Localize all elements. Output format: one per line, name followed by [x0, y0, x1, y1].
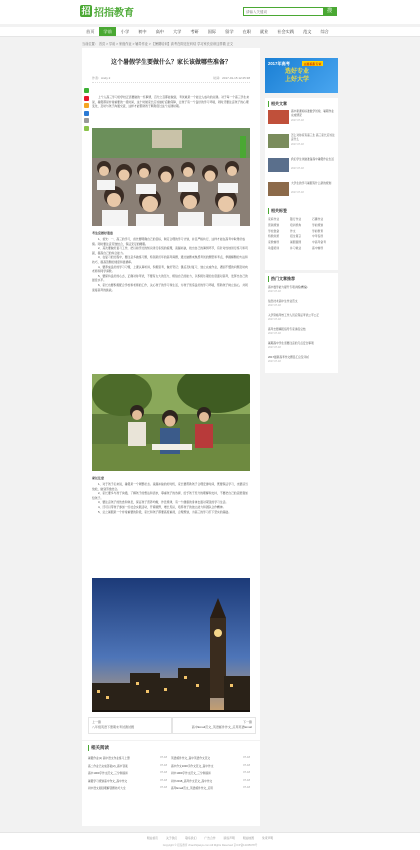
related-tags-box: [265, 205, 338, 270]
article: [82, 48, 260, 738]
nav-item[interactable]: 小学: [120, 29, 130, 34]
nav-item[interactable]: 留学: [225, 29, 234, 34]
related-article-item[interactable]: [268, 110, 335, 125]
recommended-title: 暑期高中学生需要注意的几点安全事项: [268, 342, 314, 345]
related-item-title: 高中1000字作文范文_三分钟演讲: [88, 772, 128, 775]
related-article-title: 怎么对待家有高三生 高三家长应该注意什么: [291, 134, 335, 141]
footer-link[interactable]: 版权声明: [223, 836, 235, 840]
intro-paragraph: 上个人高三学习的学校正需要做的一些事情，百分之百都能做到，考试就是一个能让人成功的关键。对于每一个高三学生来说，暑假都是非常重要的一段时间，这个时候家长应该做好后勤保障，让孩子有一个良好的学习环境，同时还要注意孩子的心理变化，及时与孩子沟通交流，这样才能帮助孩子顺利度过这个关键时期。: [92, 95, 250, 109]
related-article-item[interactable]: [268, 182, 335, 197]
article-date: 时间：2017-01-15 12:25:38: [213, 76, 250, 80]
weibo-share-icon[interactable]: [84, 96, 89, 101]
tag-link[interactable]: 学前规划: [312, 222, 324, 227]
qzone-share-icon[interactable]: [84, 103, 89, 108]
tag-link[interactable]: 暑假提纲: [290, 240, 302, 245]
article-thumbnail: [268, 158, 289, 172]
related-article-date: 2017-07-18: [291, 167, 304, 170]
recommended-title: 热门文章推荐: [268, 276, 295, 282]
tag-link[interactable]: 招生简章: [290, 234, 302, 239]
logo-text: 招指教育: [94, 7, 134, 19]
related-item[interactable]: [171, 756, 254, 760]
related-reading: [82, 741, 260, 826]
students-exam-image: [92, 128, 250, 226]
tag-link[interactable]: 学前教育: [312, 228, 324, 233]
tag-link[interactable]: 营销规划: [268, 222, 280, 227]
prev-next-nav: [82, 712, 260, 740]
related-article-title: 高中新课标标准数学试卷，暑期作业完成情况: [291, 110, 334, 117]
related-item[interactable]: [88, 764, 171, 768]
nav-item[interactable]: 首页: [86, 29, 95, 34]
recommended-item[interactable]: [268, 355, 335, 363]
related-article-title: 大学生的学习暑假有什么新的规划: [291, 182, 332, 185]
related-item-title: 高考Email范文_英语邮件作文_应用: [171, 787, 213, 790]
related-article-date: 2017-07-18: [291, 191, 304, 194]
nav-item[interactable]: 高中: [155, 29, 164, 34]
related-item[interactable]: [88, 756, 171, 760]
article-paragraph: 4、要养成良好的学习习惯，上课认真听讲，积极思考，做好笔记；课后及时复习，独立完成作业，遇到不懂的问题及时向老师和同学请教。: [92, 264, 248, 274]
related-item-title: 初中2018_高考作文范文_高中作文: [171, 779, 213, 783]
footer-link[interactable]: 网站首页: [146, 836, 158, 840]
recommended-title: 高中数学能力提升专项训练(精编): [268, 286, 308, 289]
article-meta: [92, 76, 250, 83]
footer-link[interactable]: 广告合作: [204, 836, 216, 840]
footer-link[interactable]: 联系我们: [185, 836, 197, 840]
tag-link[interactable]: 家教辅导: [268, 240, 280, 245]
related-article-title: 我们学生该做准备高中暑假作业生活: [291, 158, 334, 161]
footer: [0, 832, 420, 850]
recommended-title: 高考志愿填报指导专家讲座总结: [268, 328, 306, 331]
footer-link[interactable]: 网站地图: [242, 836, 254, 840]
nav-item[interactable]: 综合: [320, 29, 329, 34]
recommended-date: 2017-07-18: [268, 332, 281, 335]
article-paragraph: 6、家长也要积极配合学校和老师的工作，关心孩子的学习和生活，为孩子创造良好的学习环境，帮助孩子树立信心，共同迎接高考的挑战。: [92, 282, 248, 292]
related-item-title: 英语邮件作文_高中英语作文范文: [171, 757, 211, 760]
article-paragraph: 1、首先：一、高三的学习，首先要明确自己的目标，制定合理的学习计划，并且严格执行，这样才能在高考中取得好成绩。同时要注意劳逸结合，保证充足的睡眠。: [92, 237, 245, 246]
more-share-icon[interactable]: [84, 118, 89, 123]
recommended-title: 入学资格考核工作人员应保证考试公平公正: [268, 314, 320, 317]
logo-icon: 招: [81, 6, 91, 16]
nav-item[interactable]: 范文: [303, 29, 312, 34]
related-item-title: 暑假学习规划高中作文_高中作文: [88, 779, 128, 783]
section1-body: [92, 237, 250, 292]
related-item-date: 07-18: [160, 771, 167, 774]
article-paragraph: 3、在复习的过程中，要注意多做练习题，特别是历年的高考真题，通过做题来熟悉考试的题型和考点，掌握解题的方法和技巧，提高答题的速度和准确率。: [92, 255, 248, 264]
tag-link[interactable]: 家庭作业: [268, 217, 280, 221]
plus-share-icon[interactable]: [84, 126, 89, 131]
article-thumbnail: [268, 110, 289, 124]
article-paragraph: 4、还可以带孩子参加一些社会实践活动，开阔视野，增长见识，培养孩子的独立能力和团队合作精神。: [98, 504, 226, 509]
article-paragraph: 5、要保持良好的心态，正确对待考试，不要有太大的压力，相信自己的能力，以积极乐观的态度面对高考，发挥出自己的最佳水平。: [92, 273, 248, 283]
header: [0, 0, 420, 24]
nav-item[interactable]: 学前: [99, 27, 115, 36]
article-paragraph: 5、总之暑假是一个非常重要的阶段，家长和孩子都要高度重视，合理规划，为高三的学习打下坚实的基础。: [98, 509, 232, 514]
recommended-box: [265, 273, 338, 373]
related-item[interactable]: [171, 779, 254, 783]
related-item-date: 07-18: [243, 763, 250, 767]
related-item[interactable]: [171, 786, 254, 790]
recommended-item[interactable]: [268, 327, 335, 335]
article-author: 作者：Andy 2: [92, 76, 111, 80]
recommended-date: 2017-07-18: [268, 304, 281, 307]
related-article-date: 2017-07-18: [291, 143, 304, 146]
nav-item[interactable]: 就业: [259, 29, 269, 34]
prev-title: 八年级英语下册期末考试测试题: [92, 724, 135, 729]
related-title: 相关阅读: [88, 745, 109, 751]
recommended-item[interactable]: [268, 341, 335, 349]
tag-link[interactable]: 中考指导: [312, 234, 324, 239]
related-item[interactable]: [88, 779, 171, 783]
related-item-date: 07-18: [243, 771, 250, 774]
tag-link[interactable]: 高中辅导: [312, 245, 324, 250]
prev-article-link[interactable]: [88, 717, 172, 734]
tag-link[interactable]: 中高考备考: [312, 240, 326, 245]
breadcrumb: 当前位置： 首页 > 学前 > 家庭作业 > 辅导作业 > 【暑期培训】高考在即还在纠结 学习家长应该这样做 正文: [82, 42, 234, 46]
related-item-date: 07-18: [160, 778, 167, 782]
related-item-title: 初中1000字作文范文_三分钟演讲: [171, 772, 211, 775]
next-title: 高中Email范文_英语邮件作文_应用英语Email: [191, 724, 252, 729]
footer-link[interactable]: 免责声明: [262, 836, 274, 840]
related-tags-title: 相关标签: [268, 208, 287, 214]
qq-share-icon[interactable]: [84, 111, 89, 116]
share-bar: [84, 88, 89, 133]
related-item-date: 07-18: [243, 778, 250, 782]
article-paragraph: 1、对于孩子们来说，暑假是一个调整状态、查漏补缺的好时机，家长要帮助孩子合理安排时间，既要保证学习，也要适当放松，做到劳逸结合。: [92, 482, 248, 491]
ad-slogan: [285, 69, 309, 84]
recommended-item[interactable]: [268, 299, 335, 307]
section2-body: [92, 482, 250, 514]
search-box: [243, 7, 337, 16]
article-paragraph: 2、家长要多与孩子沟通，了解孩子的想法和需求，尊重孩子的选择，给予孩子充分的理解和支持，不要把自己的意愿强加给孩子。: [92, 491, 248, 500]
related-item-title: 高中作文1000字作文范文_高中作文: [171, 764, 214, 768]
recommended-date: 2017-07-18: [268, 290, 281, 293]
recommended-date: 2017-07-18: [268, 360, 281, 363]
tag-link[interactable]: 动漫培训: [268, 245, 280, 250]
recommended-date: 2017-07-18: [268, 318, 281, 321]
related-item[interactable]: [88, 771, 171, 775]
gaokao-ad-banner[interactable]: [265, 58, 338, 93]
nav-item[interactable]: 在职: [242, 29, 251, 34]
related-item-title: 初中语文阅读理解答题技巧大全: [88, 787, 126, 790]
tag-link[interactable]: 补习就业: [290, 245, 302, 250]
section2-title: 家长注意: [92, 476, 105, 480]
next-article-link[interactable]: [172, 717, 256, 734]
related-article-item[interactable]: [268, 158, 335, 173]
related-item-date: 07-18: [243, 786, 250, 789]
related-item-title: 暑假作业(1) 高中语文作业练习上册: [88, 757, 130, 760]
article-paragraph: 2、其次要做好复习工作，把以前学过的知识进行系统的梳理，查漏补缺，找出自己的薄弱环节，有针对性地进行练习和巩固，提高自己的综合能力。: [92, 246, 248, 255]
search-input[interactable]: [244, 8, 323, 15]
recommended-item[interactable]: [268, 285, 335, 293]
tag-link[interactable]: 学校准备: [268, 228, 280, 233]
tag-link[interactable]: 石狮作业: [312, 217, 324, 221]
students-park-image: [92, 374, 250, 471]
nav-item[interactable]: 初中: [138, 29, 147, 34]
related-item-date: 07-18: [160, 763, 167, 767]
related-item-title: 高二作业已完成答案(2)_高中答案: [88, 764, 128, 768]
related-item[interactable]: [171, 771, 254, 775]
tag-link[interactable]: 作文: [290, 228, 296, 233]
related-item-date: 07-18: [243, 756, 250, 759]
related-articles-title: 相关文章: [268, 101, 287, 107]
recommended-date: 2017-07-18: [268, 346, 281, 349]
copyright: Copyright © 招指教育 zhaozhijiaoyu.com All Rights Reserved 京ICP备12345678号: [162, 844, 258, 847]
related-item[interactable]: [88, 786, 171, 790]
prev-label: 上一篇: [92, 720, 102, 724]
tag-link[interactable]: 特教政策: [268, 234, 280, 239]
section1-title: 考生应做好准备: [92, 231, 114, 235]
recommended-item[interactable]: [268, 313, 335, 321]
footer-link[interactable]: 关于我们: [165, 836, 178, 840]
article-title: 这个暑假学生要做什么？家长该做哪些准备？: [110, 60, 231, 66]
article-thumbnail: [268, 182, 289, 196]
nav-item[interactable]: 国际: [207, 29, 217, 34]
nav-item[interactable]: 大学: [172, 29, 182, 34]
ad-slogan-line2: 上好大学: [285, 76, 310, 83]
site-logo[interactable]: [80, 4, 134, 18]
next-label: 下一篇: [242, 720, 252, 724]
nav-item[interactable]: 社会实践: [277, 29, 295, 34]
article-thumbnail: [268, 134, 289, 148]
related-item[interactable]: [171, 764, 254, 768]
related-item-date: 07-18: [160, 756, 167, 759]
wechat-share-icon[interactable]: [84, 88, 89, 93]
recommended-title: 信息技术高中生作业范文: [268, 300, 298, 303]
article-intro: [92, 95, 250, 109]
main-nav: [0, 27, 420, 37]
related-article-item[interactable]: [268, 134, 335, 149]
article-paragraph: 3、要注意孩子的饮食和休息，保证孩子营养均衡，作息规律，有一个健康的身体去面对紧张的学习生活。: [98, 500, 229, 505]
ad-title: 2017年高考: [268, 61, 290, 66]
search-button[interactable]: 搜: [323, 8, 336, 15]
nav-item[interactable]: 考研: [190, 29, 199, 34]
related-articles-box: [265, 98, 338, 210]
ad-slogan-line1: 选好专业: [285, 69, 310, 75]
related-article-date: 2017-07-18: [291, 119, 304, 122]
recommended-title: 2017最新高考作文题目汇总及评析: [268, 356, 309, 359]
ad-badge: 志愿填报专家: [303, 61, 322, 66]
tag-link[interactable]: 随行作业: [290, 217, 302, 221]
related-item-date: 07-18: [160, 786, 167, 789]
city-night-image: [92, 578, 250, 723]
tag-link[interactable]: 培训机构: [290, 222, 302, 227]
